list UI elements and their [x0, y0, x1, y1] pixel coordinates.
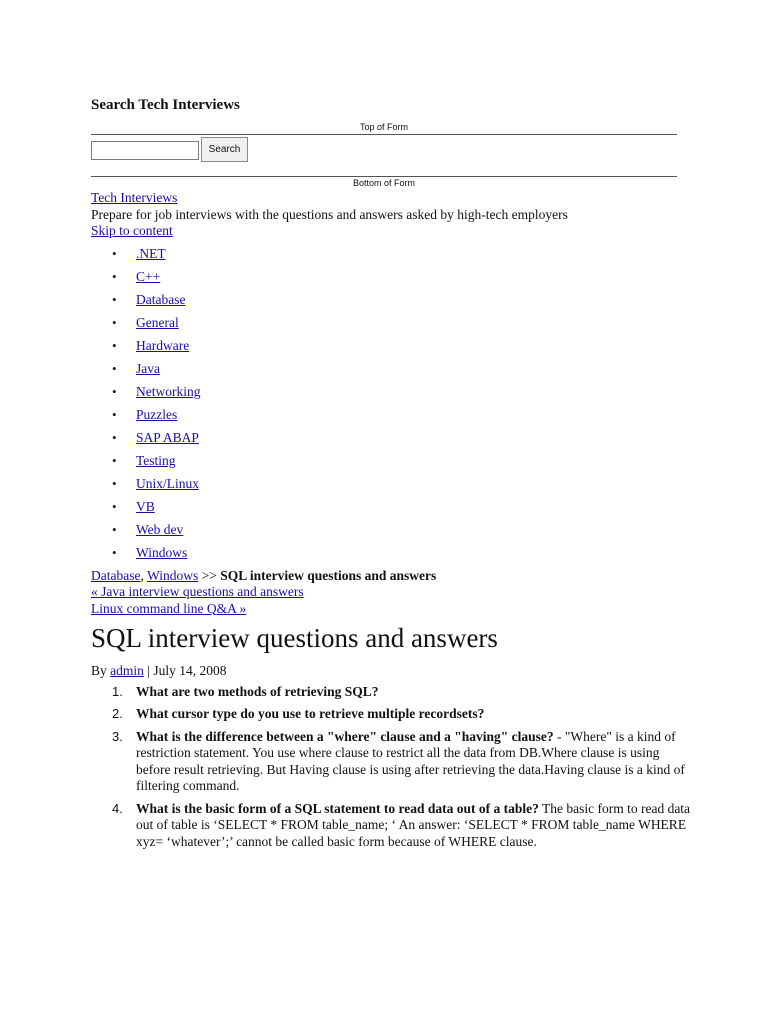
- nav-link-dotnet[interactable]: .NET: [136, 245, 166, 261]
- nav-item-cpp: [91, 269, 691, 292]
- nav-link-web-dev[interactable]: Web dev: [136, 521, 184, 537]
- nav-item-unix-linux: [91, 476, 691, 499]
- bullet-icon: •: [112, 337, 117, 353]
- nav-item-networking: [91, 384, 691, 407]
- question-list: [91, 684, 691, 851]
- nav-item-testing: [91, 453, 691, 476]
- nav-item-sap-abap: [91, 430, 691, 453]
- nav-link-testing[interactable]: Testing: [136, 452, 176, 468]
- breadcrumb: [91, 568, 691, 585]
- bullet-icon: •: [112, 475, 117, 491]
- top-form-divider: [91, 134, 677, 135]
- nav-item-java: [91, 361, 691, 384]
- question-text: What is the difference between a "where" clause and a "having" clause?: [136, 728, 554, 744]
- nav-link-general[interactable]: General: [136, 314, 179, 330]
- search-title: Search Tech Interviews: [91, 97, 240, 113]
- bullet-icon: •: [112, 544, 117, 560]
- question-number: 4.: [112, 800, 123, 816]
- breadcrumb-separator: ,: [140, 567, 147, 583]
- bullet-icon: •: [112, 383, 117, 399]
- question-number: 2.: [112, 706, 123, 721]
- question-item: [91, 729, 691, 795]
- nav-link-cpp[interactable]: C++: [136, 268, 161, 284]
- nav-link-database[interactable]: Database: [136, 291, 186, 307]
- question-text: What is the basic form of a SQL statement to read data out of a table?: [136, 800, 539, 816]
- question-item: [91, 801, 691, 851]
- answer-text: - "Where" is a kind of restriction statement. You use where clause to restrict all the data from DB.Where clause is using before result retrieving. But Having clause is using after retrieving the data.Having clause is a kind of filtering command.: [136, 728, 685, 793]
- bullet-icon: •: [112, 429, 117, 445]
- next-post-link[interactable]: Linux command line Q&A »: [91, 600, 247, 616]
- site-tagline: Prepare for job interviews with the questions and answers asked by high-tech employers: [91, 206, 568, 222]
- nav-link-hardware[interactable]: Hardware: [136, 337, 190, 353]
- bottom-form-divider: [91, 176, 677, 177]
- bullet-icon: •: [112, 498, 117, 514]
- bullet-icon: •: [112, 521, 117, 537]
- previous-post-link[interactable]: « Java interview questions and answers: [91, 584, 304, 599]
- byline: [91, 663, 691, 680]
- search-input[interactable]: [91, 141, 199, 160]
- skip-to-content-link[interactable]: Skip to content: [91, 223, 173, 238]
- category-nav: [91, 246, 691, 568]
- nav-item-web-dev: [91, 522, 691, 545]
- nav-item-dotnet: [91, 246, 691, 269]
- top-of-form-label: Top of Form: [359, 122, 408, 132]
- nav-item-general: [91, 315, 691, 338]
- nav-link-puzzles[interactable]: Puzzles: [136, 406, 178, 422]
- nav-link-vb[interactable]: VB: [136, 498, 155, 514]
- question-item: [91, 684, 691, 701]
- breadcrumb-current: SQL interview questions and answers: [220, 567, 437, 583]
- byline-separator: |: [143, 663, 154, 678]
- question-text: What cursor type do you use to retrieve multiple recordsets?: [136, 706, 485, 721]
- nav-item-hardware: [91, 338, 691, 361]
- nav-item-database: [91, 292, 691, 315]
- question-number: 1.: [112, 683, 123, 699]
- nav-link-unix-linux[interactable]: Unix/Linux: [136, 475, 199, 491]
- breadcrumb-arrow: >>: [198, 567, 221, 583]
- nav-link-networking[interactable]: Networking: [136, 383, 201, 399]
- nav-link-sap-abap[interactable]: SAP ABAP: [136, 429, 199, 445]
- site-name-link[interactable]: Tech Interviews: [91, 190, 178, 205]
- bullet-icon: •: [112, 360, 117, 376]
- breadcrumb-database-link[interactable]: Database: [91, 567, 141, 583]
- author-link[interactable]: admin: [110, 663, 144, 678]
- main-content: [91, 190, 691, 856]
- post-date: July 14, 2008: [153, 663, 227, 678]
- bullet-icon: •: [112, 245, 117, 261]
- breadcrumb-windows-link[interactable]: Windows: [147, 567, 199, 583]
- bottom-of-form-label: Bottom of Form: [352, 178, 415, 188]
- nav-item-puzzles: [91, 407, 691, 430]
- bullet-icon: •: [112, 291, 117, 307]
- search-button[interactable]: Search: [201, 137, 248, 162]
- article-title: SQL interview questions and answers: [91, 623, 498, 653]
- question-text: What are two methods of retrieving SQL?: [136, 683, 379, 699]
- bullet-icon: •: [112, 268, 117, 284]
- nav-item-vb: [91, 499, 691, 522]
- bullet-icon: •: [112, 314, 117, 330]
- answer-text: The basic form to read data out of table is ‘SELECT * FROM table_name; ‘ An answer: ‘SELECT * FROM table_name WHERE xyz= ‘whatever’;’ cannot be called basic form because of WHERE clause.: [136, 800, 691, 849]
- nav-item-windows: [91, 545, 691, 568]
- bullet-icon: •: [112, 452, 117, 468]
- nav-link-java[interactable]: Java: [136, 360, 160, 376]
- byline-prefix: By: [91, 663, 111, 678]
- nav-link-windows[interactable]: Windows: [136, 544, 188, 560]
- bullet-icon: •: [112, 406, 117, 422]
- question-number: 3.: [112, 728, 123, 744]
- question-item: [91, 706, 691, 723]
